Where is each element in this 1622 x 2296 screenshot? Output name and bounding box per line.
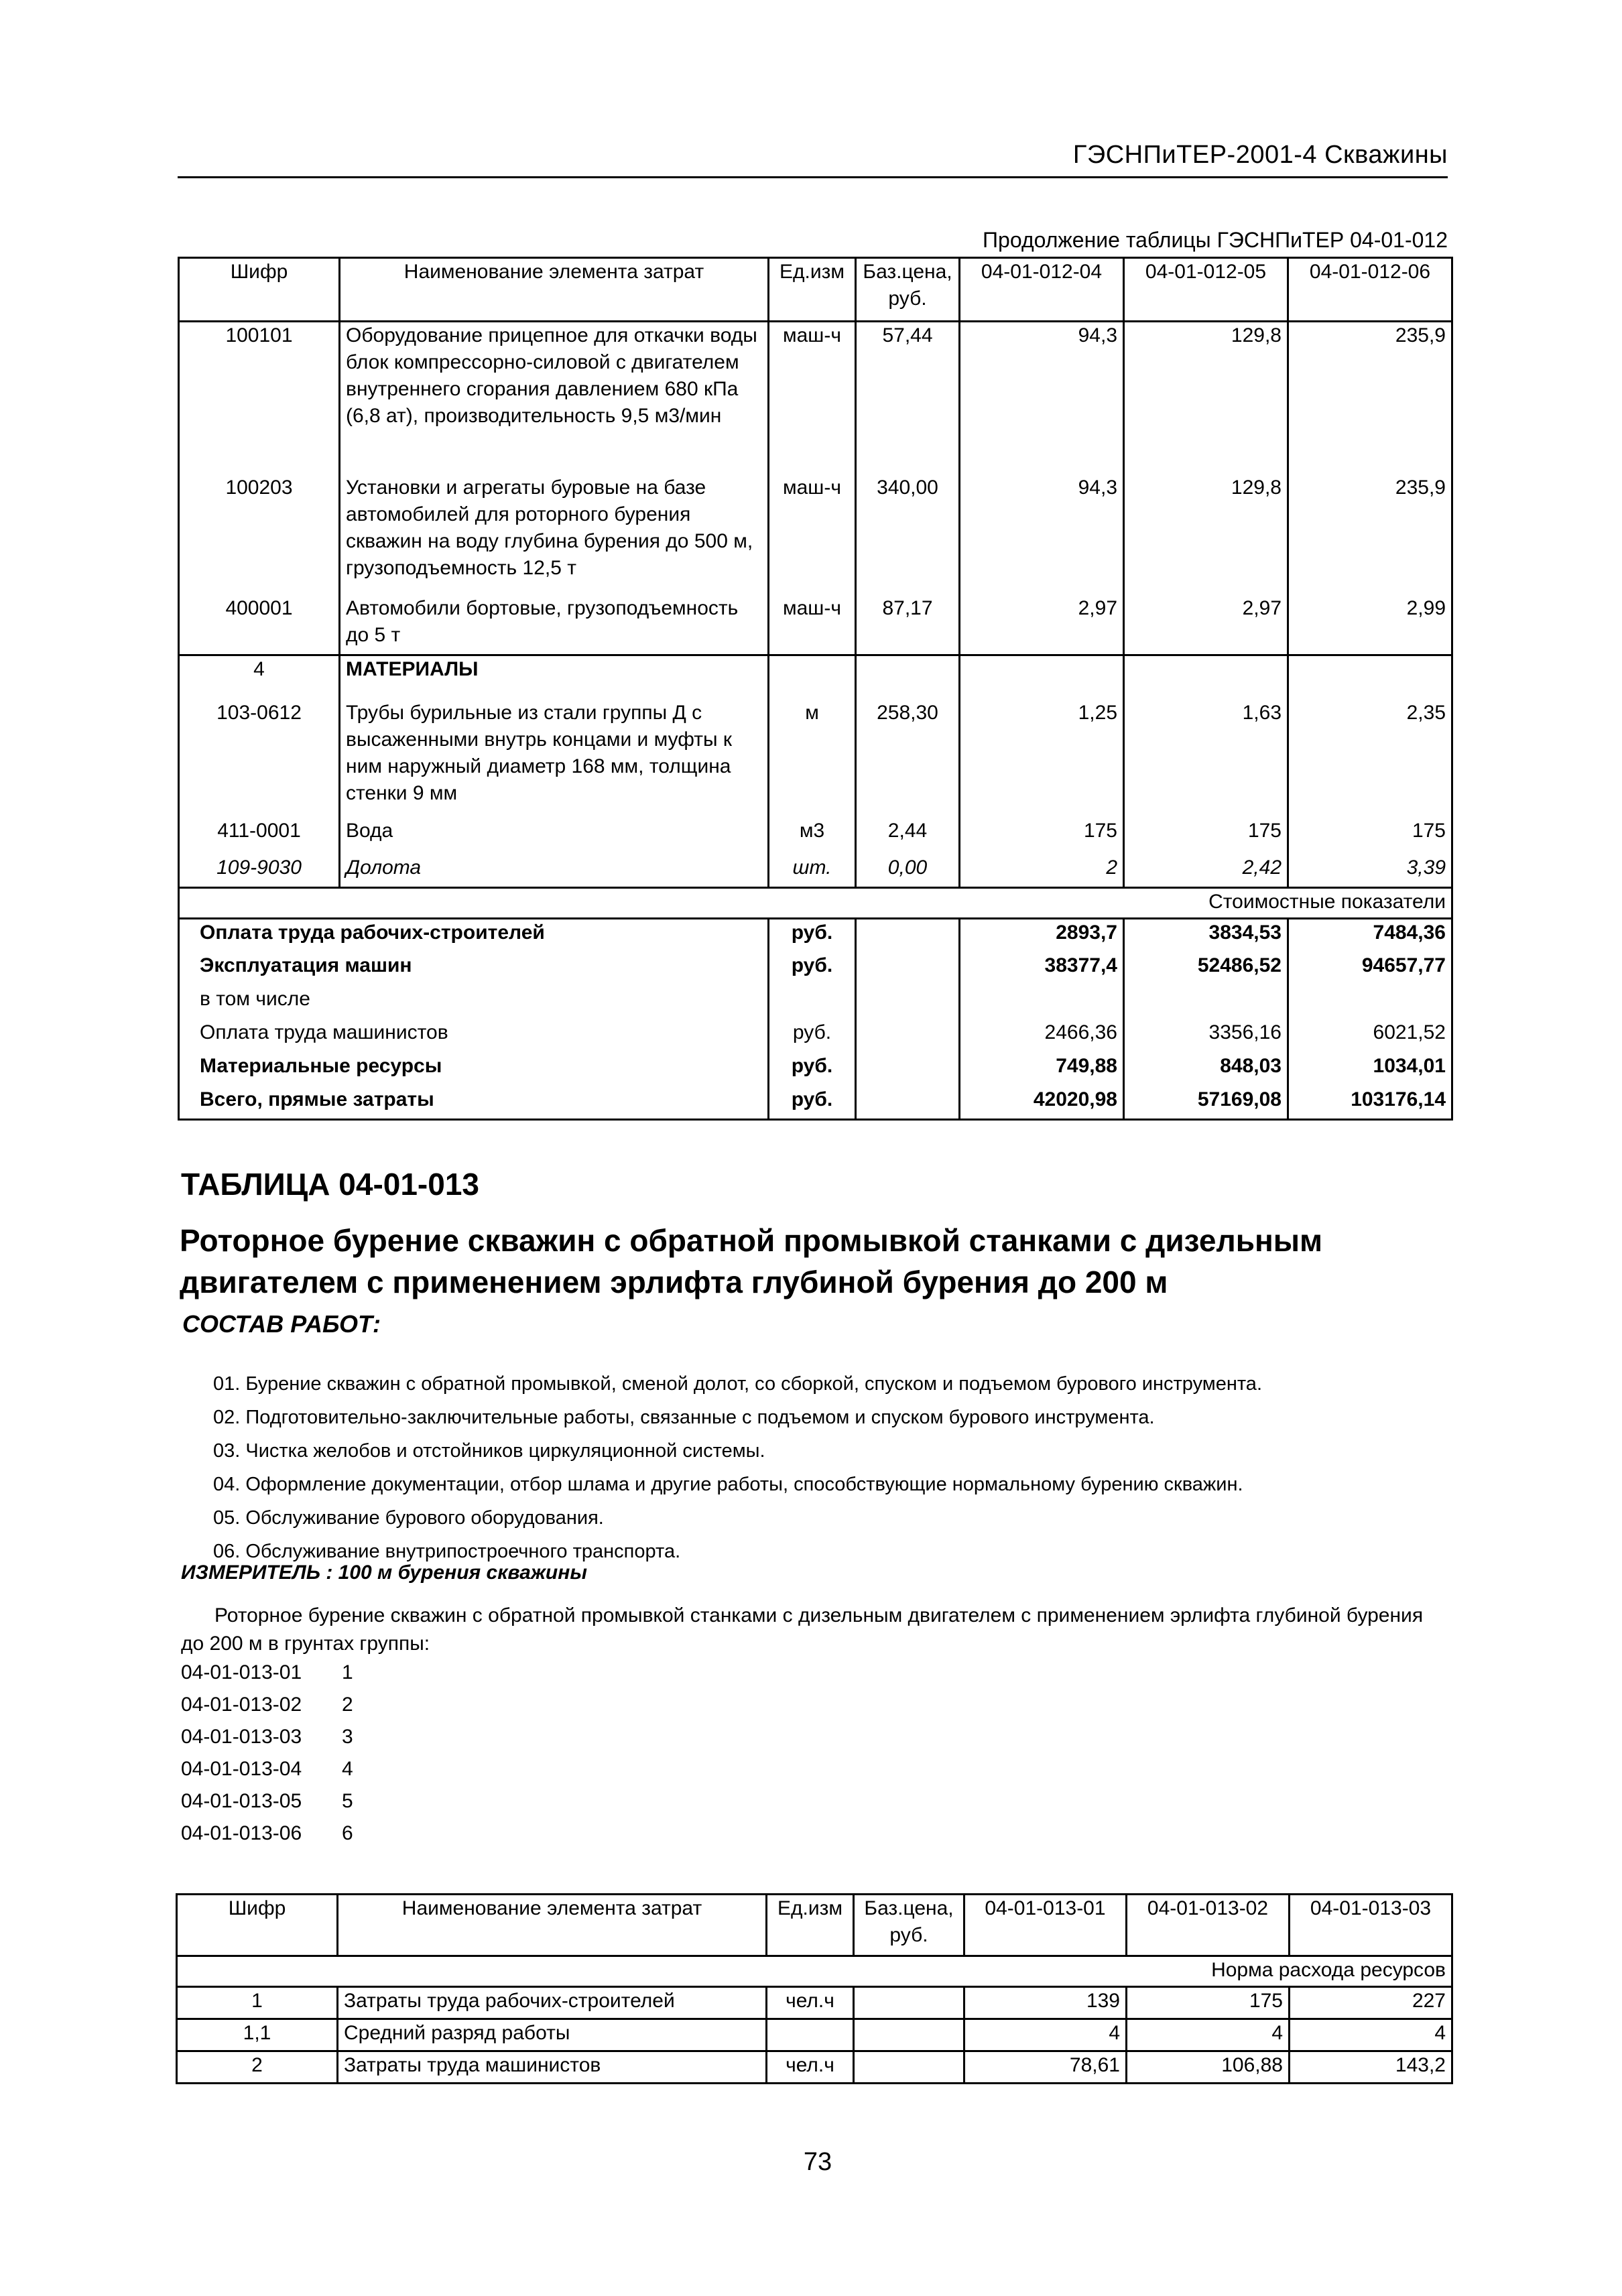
col-header-price: Баз.цена, руб. xyxy=(856,258,960,322)
cost-value-1: 2466,36 xyxy=(960,1019,1124,1053)
row-value-2: 2,42 xyxy=(1124,854,1288,888)
intro-paragraph: Роторное бурение скважин с обратной промывкой станками с дизельным двигателем с применением эрлифта глубиной бурения до 200 м в грунтах группы: xyxy=(181,1604,1424,1655)
section-title: ТАБЛИЦА 04-01-013 xyxy=(181,1167,479,1202)
table-row-section-materials xyxy=(179,655,1452,690)
row-unit: чел.ч xyxy=(767,2051,854,2084)
row-name: Автомобили бортовые, грузоподъемность до 5 т xyxy=(340,595,769,655)
cost-price-empty xyxy=(856,986,960,1019)
row-price xyxy=(854,2051,964,2084)
row-value-3: 3,39 xyxy=(1288,854,1452,888)
col-header-code: Шифр xyxy=(179,258,340,322)
header-divider xyxy=(178,176,1448,178)
row-value-3: 143,2 xyxy=(1290,2051,1452,2084)
cost-value-3: 1034,01 xyxy=(1288,1053,1452,1086)
variant-code: 04-01-013-03 xyxy=(181,1726,302,1748)
row-name: Долота xyxy=(340,854,769,888)
cost-unit: руб. xyxy=(769,1019,856,1053)
cost-name: Оплата труда рабочих-строителей xyxy=(179,919,769,952)
cost-value-1: 2893,7 xyxy=(960,919,1124,952)
work-item: 03. Чистка желобов и отстойников циркуляционной системы. xyxy=(213,1440,765,1462)
page-number: 73 xyxy=(803,2148,832,2176)
row-name: МАТЕРИАЛЫ xyxy=(340,655,769,690)
row-value-1: 2,97 xyxy=(960,595,1124,655)
cost-unit: руб. xyxy=(769,919,856,952)
col-header-variant-3: 04-01-012-06 xyxy=(1288,258,1452,322)
variant-group: 6 xyxy=(342,1822,353,1844)
col-header-code: Шифр xyxy=(177,1895,338,1956)
row-price: 87,17 xyxy=(856,595,960,655)
row-value-3: 2,35 xyxy=(1288,690,1452,818)
variant-code: 04-01-013-05 xyxy=(181,1790,302,1812)
row-unit: м xyxy=(769,690,856,818)
cost-value-2: 3834,53 xyxy=(1124,919,1288,952)
row-code: 2 xyxy=(177,2051,338,2084)
row-name: Затраты труда машинистов xyxy=(338,2051,767,2084)
cost-value-3: 6021,52 xyxy=(1288,1019,1452,1053)
row-value-2: 106,88 xyxy=(1127,2051,1290,2084)
row-code: 4 xyxy=(179,655,340,690)
row-value-3: 235,9 xyxy=(1288,322,1452,474)
row-price: 258,30 xyxy=(856,690,960,818)
row-unit: шт. xyxy=(769,854,856,888)
row-code: 1 xyxy=(177,1987,338,2019)
cost-price-empty xyxy=(856,919,960,952)
table-header-row xyxy=(179,258,1452,322)
row-code: 100203 xyxy=(179,474,340,595)
cost-value-3: 103176,14 xyxy=(1288,1086,1452,1120)
row-value-2: 1,63 xyxy=(1124,690,1288,818)
variant-code: 04-01-013-06 xyxy=(181,1822,302,1844)
cost-row xyxy=(179,952,1452,986)
variant-item xyxy=(181,1657,353,1689)
resource-table-04-01-013 xyxy=(176,1893,1453,2084)
work-composition-heading: СОСТАВ РАБОТ: xyxy=(182,1310,381,1338)
cost-value-1: 749,88 xyxy=(960,1053,1124,1086)
table-row xyxy=(179,818,1452,854)
cost-unit: руб. xyxy=(769,1086,856,1120)
row-unit: маш-ч xyxy=(769,322,856,474)
row-value-1: 175 xyxy=(960,818,1124,854)
variant-code: 04-01-013-01 xyxy=(181,1661,302,1683)
cost-price-empty xyxy=(856,1053,960,1086)
row-unit: м3 xyxy=(769,818,856,854)
table-row xyxy=(177,2019,1452,2051)
row-value-2 xyxy=(1124,655,1288,690)
cost-name: Оплата труда машинистов xyxy=(179,1019,769,1053)
variant-item xyxy=(181,1817,353,1850)
row-code: 1,1 xyxy=(177,2019,338,2051)
work-item: 02. Подготовительно-заключительные работы, связанные с подъемом и спуском бурового инструмента. xyxy=(213,1407,1155,1428)
row-value-3: 4 xyxy=(1290,2019,1452,2051)
row-value-3: 175 xyxy=(1288,818,1452,854)
cost-name: Эксплуатация машин xyxy=(179,952,769,986)
variant-item xyxy=(181,1689,353,1721)
cost-name: в том числе xyxy=(179,986,769,1019)
cost-value-1 xyxy=(960,986,1124,1019)
row-price xyxy=(854,1987,964,2019)
row-value-1: 1,25 xyxy=(960,690,1124,818)
row-code: 411-0001 xyxy=(179,818,340,854)
row-value-2: 2,97 xyxy=(1124,595,1288,655)
row-code: 400001 xyxy=(179,595,340,655)
col-header-unit: Ед.изм xyxy=(769,258,856,322)
norm-header: Норма расхода ресурсов xyxy=(177,1956,1452,1987)
cost-value-2: 52486,52 xyxy=(1124,952,1288,986)
table-row xyxy=(179,690,1452,818)
cost-value-3 xyxy=(1288,986,1452,1019)
cost-price-empty xyxy=(856,1019,960,1053)
section-subtitle: Роторное бурение скважин с обратной промывкой станками с дизельным двигателем с применением эрлифта глубиной бурения до 200 м xyxy=(180,1223,1323,1299)
work-item: 05. Обслуживание бурового оборудования. xyxy=(213,1507,604,1529)
cost-row xyxy=(179,986,1452,1019)
table-row xyxy=(177,2051,1452,2084)
variant-group: 5 xyxy=(342,1790,353,1812)
col-header-variant-2: 04-01-013-02 xyxy=(1127,1895,1290,1956)
table-row xyxy=(177,1987,1452,2019)
cost-row-total xyxy=(179,1086,1452,1120)
col-header-variant-2: 04-01-012-05 xyxy=(1124,258,1288,322)
measure-unit: ИЗМЕРИТЕЛЬ : 100 м бурения скважины xyxy=(181,1561,587,1584)
work-item: 06. Обслуживание внутрипостроечного транспорта. xyxy=(213,1541,681,1562)
col-header-variant-3: 04-01-013-03 xyxy=(1290,1895,1452,1956)
cost-value-2 xyxy=(1124,986,1288,1019)
row-value-2: 129,8 xyxy=(1124,322,1288,474)
variant-group: 2 xyxy=(342,1694,353,1716)
cost-unit: руб. xyxy=(769,952,856,986)
cost-value-2: 57169,08 xyxy=(1124,1086,1288,1120)
cost-price-empty xyxy=(856,952,960,986)
work-item: 01. Бурение скважин с обратной промывкой, сменой долот, со сборкой, спуском и подъемом бурового инструмента. xyxy=(213,1373,1262,1395)
cost-unit: руб. xyxy=(769,1053,856,1086)
row-price xyxy=(856,655,960,690)
cost-unit xyxy=(769,986,856,1019)
cost-value-1: 42020,98 xyxy=(960,1086,1124,1120)
row-unit: маш-ч xyxy=(769,595,856,655)
cost-row xyxy=(179,1019,1452,1053)
cost-row xyxy=(179,1053,1452,1086)
table-row xyxy=(179,322,1452,474)
col-header-variant-1: 04-01-013-01 xyxy=(964,1895,1127,1956)
cost-header-row xyxy=(179,888,1452,919)
col-header-price: Баз.цена, руб. xyxy=(854,1895,964,1956)
row-price: 340,00 xyxy=(856,474,960,595)
row-price: 0,00 xyxy=(856,854,960,888)
col-header-variant-1: 04-01-012-04 xyxy=(960,258,1124,322)
row-price: 2,44 xyxy=(856,818,960,854)
row-value-3: 227 xyxy=(1290,1987,1452,2019)
cost-value-3: 94657,77 xyxy=(1288,952,1452,986)
row-value-2: 129,8 xyxy=(1124,474,1288,595)
row-name: Затраты труда рабочих-строителей xyxy=(338,1987,767,2019)
row-value-1 xyxy=(960,655,1124,690)
row-name: Трубы бурильные из стали группы Д с высаженными внутрь концами и муфты к ним наружный диаметр 168 мм, толщина стенки 9 мм xyxy=(340,690,769,818)
cost-name: Материальные ресурсы xyxy=(179,1053,769,1086)
table-header-row xyxy=(177,1895,1452,1956)
work-list xyxy=(213,1367,1262,1568)
continuation-note: Продолжение таблицы ГЭСНПиТЕР 04-01-012 xyxy=(983,228,1448,252)
row-price: 57,44 xyxy=(856,322,960,474)
row-unit xyxy=(769,655,856,690)
row-unit: маш-ч xyxy=(769,474,856,595)
table-row xyxy=(179,595,1452,655)
row-unit: чел.ч xyxy=(767,1987,854,2019)
table-row xyxy=(179,854,1452,888)
row-value-1: 94,3 xyxy=(960,474,1124,595)
col-header-name: Наименование элемента затрат xyxy=(338,1895,767,1956)
row-value-1: 2 xyxy=(960,854,1124,888)
cost-value-2: 848,03 xyxy=(1124,1053,1288,1086)
row-code: 109-9030 xyxy=(179,854,340,888)
variant-code: 04-01-013-02 xyxy=(181,1694,302,1716)
row-value-1: 4 xyxy=(964,2019,1127,2051)
cost-indicators-header: Стоимостные показатели xyxy=(179,888,1452,919)
cost-name: Всего, прямые затраты xyxy=(179,1086,769,1120)
row-name: Установки и агрегаты буровые на базе автомобилей для роторного бурения скважин на воду глубина бурения до 500 м, грузоподъемность 12,5 т xyxy=(340,474,769,595)
row-name: Оборудование прицепное для откачки воды блок компрессорно-силовой с двигателем внутреннего сгорания давлением 680 кПа (6,8 ат), производительность 9,5 м3/мин xyxy=(340,322,769,474)
variant-group: 3 xyxy=(342,1726,353,1748)
cost-row xyxy=(179,919,1452,952)
variant-item xyxy=(181,1753,353,1785)
col-header-name: Наименование элемента затрат xyxy=(340,258,769,322)
row-value-2: 175 xyxy=(1127,1987,1290,2019)
row-code: 103-0612 xyxy=(179,690,340,818)
variant-group: 1 xyxy=(342,1661,353,1683)
row-value-2: 175 xyxy=(1124,818,1288,854)
variant-item xyxy=(181,1721,353,1753)
row-value-2: 4 xyxy=(1127,2019,1290,2051)
variant-group: 4 xyxy=(342,1758,353,1780)
row-name: Вода xyxy=(340,818,769,854)
row-value-1: 139 xyxy=(964,1987,1127,2019)
row-price xyxy=(854,2019,964,2051)
work-item: 04. Оформление документации, отбор шлама и другие работы, способствующие нормальному бурению скважин. xyxy=(213,1474,1243,1495)
cost-price-empty xyxy=(856,1086,960,1120)
row-value-1: 78,61 xyxy=(964,2051,1127,2084)
row-value-3: 2,99 xyxy=(1288,595,1452,655)
row-value-1: 94,3 xyxy=(960,322,1124,474)
table-row xyxy=(179,474,1452,595)
variant-list xyxy=(181,1657,353,1850)
variant-code: 04-01-013-04 xyxy=(181,1758,302,1780)
row-value-3: 235,9 xyxy=(1288,474,1452,595)
cost-value-3: 7484,36 xyxy=(1288,919,1452,952)
cost-value-1: 38377,4 xyxy=(960,952,1124,986)
resource-table-04-01-012 xyxy=(178,257,1453,1121)
variant-item xyxy=(181,1785,353,1817)
row-value-3 xyxy=(1288,655,1452,690)
row-unit xyxy=(767,2019,854,2051)
row-name: Средний разряд работы xyxy=(338,2019,767,2051)
row-code: 100101 xyxy=(179,322,340,474)
col-header-unit: Ед.изм xyxy=(767,1895,854,1956)
running-header: ГЭСНПиТЕР-2001-4 Скважины xyxy=(1072,141,1448,169)
cost-value-2: 3356,16 xyxy=(1124,1019,1288,1053)
norm-header-row xyxy=(177,1956,1452,1987)
